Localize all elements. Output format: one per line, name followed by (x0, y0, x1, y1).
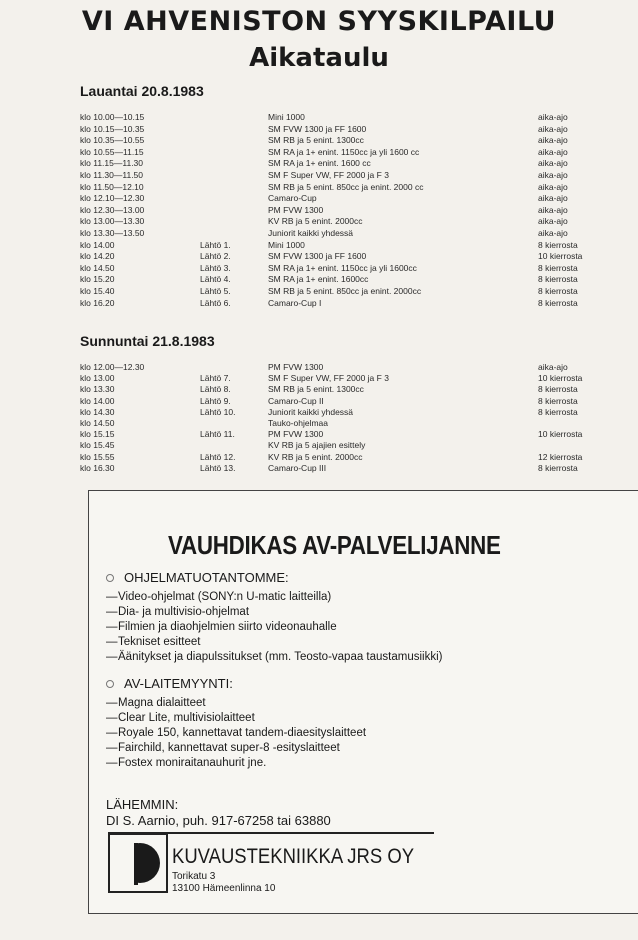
event-title: VI AHVENISTON SYYSKILPAILU (81, 6, 557, 37)
schedule-row (0, 251, 638, 262)
schedule-row (0, 216, 638, 227)
schedule-note: 8 kierrosta (538, 395, 578, 406)
schedule-time: klo 14.50 (80, 262, 115, 273)
schedule-time: klo 14.00 (80, 395, 115, 406)
schedule-class: Camaro-Cup I (268, 297, 322, 308)
schedule-class: Juniorit kaikki yhdessä (268, 406, 354, 417)
schedule-row (0, 418, 638, 429)
schedule-class: SM F Super VW, FF 2000 ja F 3 (268, 373, 389, 384)
saturday-heading: Lauantai 20.8.1983 (80, 83, 204, 99)
ad-list-item (106, 711, 255, 725)
schedule-time: klo 14.30 (80, 406, 115, 417)
company-name: KUVAUSTEKNIIKKA JRS OY (172, 845, 415, 868)
ad-list-item (106, 590, 331, 604)
ad-list-text: Äänitykset ja diapulssitukset (mm. Teosto-vapaa taustamusiikki) (118, 651, 443, 663)
schedule-time: klo 10.55—11.15 (80, 146, 144, 157)
schedule-row (0, 373, 638, 384)
schedule-start: Lähtö 7. (200, 373, 231, 384)
contact-label: LÄHEMMIN: (106, 797, 179, 812)
schedule-class: Mini 1000 (268, 112, 305, 122)
schedule-time: klo 12.00—12.30 (80, 362, 145, 372)
schedule-note: 8 kierrosta (538, 239, 578, 250)
schedule-note: 8 kierrosta (538, 297, 578, 308)
schedule-class: Camaro-Cup II (268, 395, 324, 406)
schedule-note: aika-ajo (538, 181, 568, 192)
schedule-time: klo 12.30—13.00 (80, 204, 145, 215)
schedule-class: SM RA ja 1+ enint. 1150cc ja yli 1600 cc (268, 146, 420, 157)
schedule-note: 10 kierrosta (538, 251, 583, 262)
ad-list-item (106, 696, 206, 710)
schedule-start: Lähtö 11. (200, 429, 235, 440)
dash-bullet: — (106, 606, 118, 618)
ad-list-item (106, 620, 337, 634)
schedule-start: Lähtö 10. (200, 406, 236, 417)
contact-line: DI S. Aarnio, puh. 917-67258 tai 63880 (106, 813, 331, 828)
schedule-time: klo 14.50 (80, 418, 115, 428)
schedule-time: klo 15.45 (80, 440, 115, 451)
schedule-row (0, 407, 638, 418)
schedule-note: 12 kierrosta (538, 451, 583, 462)
schedule-note: 8 kierrosta (538, 286, 578, 296)
schedule-class: Juniorit kaikki yhdessä (268, 228, 354, 238)
dash-bullet: — (106, 712, 118, 724)
schedule-start: Lähtö 5. (200, 286, 231, 296)
schedule-row (0, 298, 638, 309)
schedule-note: 8 kierrosta (538, 406, 578, 417)
schedule-class: Camaro-Cup III (268, 462, 327, 473)
ad-list-item (106, 605, 249, 619)
schedule-class: SM RB ja 5 enint. 1300cc (268, 135, 364, 146)
dash-bullet: — (106, 727, 118, 739)
schedule-time: klo 13.30 (80, 384, 115, 395)
schedule-start: Lähtö 8. (200, 384, 231, 395)
schedule-class: KV RB ja 5 enint. 2000cc (268, 216, 363, 227)
schedule-note: aika-ajo (538, 193, 568, 204)
schedule-time: klo 10.00—10.15 (80, 112, 145, 122)
schedule-row (0, 396, 638, 407)
section-title-equipment: AV-LAITEMYYNTI: (106, 676, 233, 691)
schedule-note: 8 kierrosta (538, 274, 578, 285)
schedule-time: klo 15.40 (80, 286, 115, 296)
schedule-row (0, 429, 638, 440)
ad-list-item (106, 726, 366, 740)
ad-list-text: Fairchild, kannettavat super-8 -esityslaitteet (118, 742, 340, 754)
schedule-class: Mini 1000 (268, 239, 305, 250)
schedule-class: SM RB ja 5 enint. 1300cc (268, 384, 364, 395)
ad-list-text: Tekniset esitteet (118, 636, 201, 648)
schedule-class: Tauko-ohjelmaa (268, 418, 329, 428)
schedule-note: 10 kierrosta (538, 373, 583, 384)
schedule-note: 8 kierrosta (538, 262, 578, 273)
schedule-start: Lähtö 6. (200, 297, 231, 308)
schedule-time: klo 11.15—11.30 (80, 158, 144, 169)
schedule-row (0, 147, 638, 158)
schedule-row (0, 124, 638, 135)
schedule-row (0, 112, 638, 123)
schedule-class: PM FVW 1300 (268, 204, 324, 215)
company-city: 13100 Hämeenlinna 10 (172, 883, 276, 894)
circle-bullet-icon (106, 574, 114, 582)
schedule-row (0, 135, 638, 146)
schedule-time: klo 16.20 (80, 297, 115, 308)
schedule-time: klo 12.10—12.30 (80, 193, 145, 204)
schedule-start: Lähtö 4. (200, 274, 231, 285)
ad-list-text: Clear Lite, multivisiolaitteet (118, 712, 255, 724)
schedule-note: aika-ajo (538, 204, 568, 215)
company-street: Torikatu 3 (172, 871, 216, 882)
ad-list-text: Dia- ja multivisio-ohjelmat (118, 606, 250, 618)
schedule-row (0, 182, 638, 193)
schedule-note: aika-ajo (538, 123, 568, 134)
ad-list-item (106, 756, 266, 770)
schedule-row (0, 384, 638, 395)
company-logo-icon (108, 833, 168, 893)
schedule-time: klo 10.15—10.35 (80, 123, 145, 134)
dash-bullet: — (106, 591, 118, 603)
schedule-start: Lähtö 12. (200, 451, 236, 462)
schedule-time: klo 13.00 (80, 373, 115, 384)
schedule-row (0, 240, 638, 251)
schedule-class: SM RA ja 1+ enint. 1600 cc (268, 158, 371, 169)
schedule-row (0, 228, 638, 239)
schedule-note: aika-ajo (538, 362, 568, 372)
schedule-row (0, 193, 638, 204)
schedule-class: SM RB ja 5 enint. 850cc ja enint. 2000cc (268, 286, 422, 296)
schedule-row (0, 463, 638, 474)
schedule-note: aika-ajo (538, 170, 568, 180)
schedule-time: klo 15.15 (80, 429, 115, 440)
schedule-time: klo 10.35—10.55 (80, 135, 145, 146)
schedule-row (0, 286, 638, 297)
schedule-row (0, 158, 638, 169)
schedule-time: klo 11.30—11.50 (80, 170, 144, 180)
schedule-note: 8 kierrosta (538, 384, 578, 395)
dash-bullet: — (106, 621, 118, 633)
schedule-start: Lähtö 3. (200, 262, 231, 273)
schedule-row (0, 440, 638, 451)
ad-list-text: Fostex moniraitanauhurit jne. (118, 757, 267, 769)
schedule-subtitle: Aikataulu (249, 43, 389, 73)
schedule-note: aika-ajo (538, 146, 568, 157)
schedule-note: aika-ajo (538, 216, 568, 227)
schedule-time: klo 13.30—13.50 (80, 228, 145, 238)
dash-bullet: — (106, 742, 118, 754)
schedule-time: klo 14.20 (80, 251, 115, 262)
dash-bullet: — (106, 636, 118, 648)
ad-list-text: Video-ohjelmat (SONY:n U-matic laitteilla) (118, 591, 332, 603)
schedule-note: 10 kierrosta (538, 429, 583, 440)
schedule-start: Lähtö 9. (200, 395, 231, 406)
schedule-note: aika-ajo (538, 158, 568, 169)
schedule-class: Camaro-Cup (268, 193, 317, 204)
ad-headline: VAUHDIKAS AV-PALVELIJANNE (168, 530, 501, 560)
schedule-class: SM RB ja 5 enint. 850cc ja enint. 2000 cc (268, 181, 424, 192)
ad-list-item (106, 635, 200, 649)
schedule-class: SM FVW 1300 ja FF 1600 (268, 123, 367, 134)
schedule-time: klo 16.30 (80, 462, 115, 473)
schedule-note: 8 kierrosta (538, 462, 578, 473)
schedule-start: Lähtö 1. (200, 239, 231, 250)
ad-list-text: Magna dialaitteet (118, 697, 206, 709)
schedule-class: KV RB ja 5 enint. 2000cc (268, 451, 363, 462)
schedule-time: klo 14.00 (80, 239, 115, 250)
schedule-class: KV RB ja 5 ajajien esittely (268, 440, 366, 451)
schedule-row (0, 205, 638, 216)
schedule-row (0, 170, 638, 181)
ad-list-item (106, 741, 340, 755)
schedule-class: SM FVW 1300 ja FF 1600 (268, 251, 367, 262)
schedule-time: klo 11.50—12.10 (80, 181, 144, 192)
dash-bullet: — (106, 651, 118, 663)
ad-list-text: Filmien ja diaohjelmien siirto videonauhalle (118, 621, 337, 633)
schedule-class: PM FVW 1300 (268, 429, 324, 440)
schedule-class: SM RA ja 1+ enint. 1600cc (268, 274, 369, 285)
schedule-note: aika-ajo (538, 135, 568, 146)
ad-list-text: Royale 150, kannettavat tandem-diaesityslaitteet (118, 727, 367, 739)
schedule-note: aika-ajo (538, 228, 568, 238)
dash-bullet: — (106, 757, 118, 769)
section-title-production: OHJELMATUOTANTOMME: (106, 570, 289, 585)
sunday-heading: Sunnuntai 21.8.1983 (80, 333, 215, 349)
schedule-time: klo 13.00—13.30 (80, 216, 145, 227)
schedule-row (0, 274, 638, 285)
schedule-start: Lähtö 13. (200, 462, 236, 473)
schedule-row (0, 263, 638, 274)
schedule-class: SM RA ja 1+ enint. 1150cc ja yli 1600cc (268, 262, 417, 273)
dash-bullet: — (106, 697, 118, 709)
schedule-time: klo 15.55 (80, 451, 115, 462)
schedule-start: Lähtö 2. (200, 251, 231, 262)
schedule-note: aika-ajo (538, 112, 568, 122)
schedule-row (0, 452, 638, 463)
schedule-time: klo 15.20 (80, 274, 115, 285)
schedule-class: PM FVW 1300 (268, 362, 324, 372)
circle-bullet-icon (106, 680, 114, 688)
schedule-row (0, 362, 638, 373)
ad-list-item (106, 650, 442, 664)
schedule-class: SM F Super VW, FF 2000 ja F 3 (268, 170, 389, 180)
